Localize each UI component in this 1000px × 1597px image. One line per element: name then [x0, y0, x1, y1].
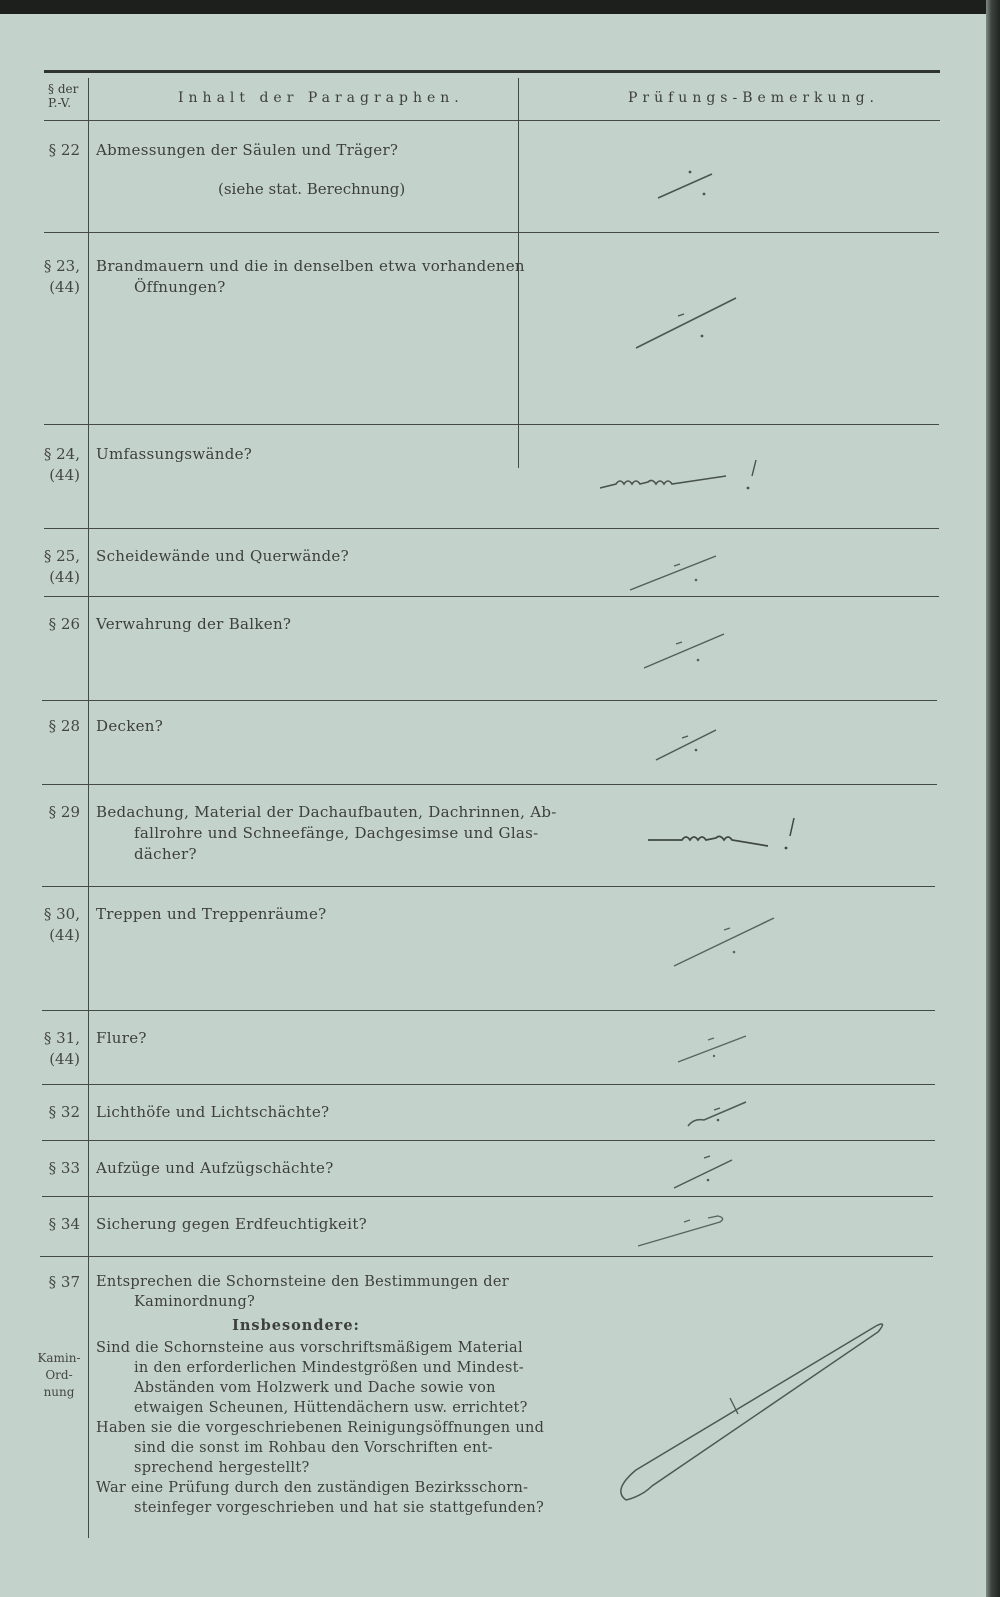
row-separator — [44, 232, 939, 233]
row-text: Umfassungswände? — [96, 445, 253, 463]
paragraph-number: § 34 — [48, 1215, 80, 1233]
paragraph-number: § 33 — [48, 1159, 80, 1177]
paragraph-number: § 25, (44) — [43, 547, 80, 586]
row-text: Flure? — [96, 1029, 147, 1047]
handwritten-rein-mark — [644, 814, 804, 864]
kamin-ordnung-label: Kamin- Ord- nung — [37, 1351, 81, 1399]
pencil-check-mark — [632, 294, 742, 354]
header-remark-col: Prüfungs-Bemerkung. — [628, 90, 879, 106]
paragraph-number: § 37 — [48, 1273, 80, 1291]
pencil-check-mark — [654, 164, 724, 204]
paragraph-number: § 22 — [48, 141, 80, 159]
handwritten-rein-mark — [596, 454, 766, 504]
paragraph-number: § 23, (44) — [43, 257, 80, 296]
row-text: Treppen und Treppenräume? — [96, 905, 327, 923]
row-text: Verwahrung der Balken? — [96, 615, 292, 633]
pencil-check-mark — [670, 912, 780, 972]
row-separator — [44, 424, 939, 425]
pencil-check-mark — [634, 1208, 734, 1252]
header-content-col: Inhalt der Paragraphen. — [178, 90, 464, 106]
top-rule — [44, 70, 940, 73]
header-col1-line2: P.-V. — [48, 96, 72, 110]
row-text: Abmessungen der Säulen und Träger? — [96, 141, 399, 159]
row-text: Sicherung gegen Erdfeuchtigkeit? — [96, 1215, 367, 1233]
paragraph-number: § 28 — [48, 717, 80, 735]
row-separator — [42, 1140, 935, 1141]
row-separator — [42, 700, 937, 701]
row-separator — [44, 528, 939, 529]
paragraph-number: § 26 — [48, 615, 80, 633]
paragraph-number: § 32 — [48, 1103, 80, 1121]
insbesondere-heading: Insbesondere: — [232, 1317, 360, 1334]
pencil-check-mark — [684, 1096, 754, 1136]
row-text: Brandmauern und die in denselben etwa vorhandenen Öffnungen? — [96, 257, 525, 296]
row-separator — [42, 1084, 935, 1085]
pencil-long-check-mark — [612, 1318, 902, 1518]
paragraph-number: § 31, (44) — [43, 1029, 80, 1068]
pencil-check-mark — [674, 1028, 754, 1068]
row-separator — [42, 784, 937, 785]
row-text: Scheidewände und Querwände? — [96, 547, 349, 565]
binding-edge — [986, 0, 1000, 1597]
pencil-check-mark — [640, 630, 730, 674]
column-divider-1 — [88, 78, 89, 1538]
paragraph-number: § 24, (44) — [43, 445, 80, 484]
row-subtext: (siehe stat. Berechnung) — [218, 180, 406, 198]
row-text: Decken? — [96, 717, 164, 735]
paragraph-number: § 29 — [48, 803, 80, 821]
row-text-kaminordnung: Entsprechen die Schornsteine den Bestimmungen der Kaminordnung? Insbesondere: Sind die Schornsteine aus vorschriftsmäßigem Material in den erforderlichen Mindestgrößen und Mindest- Abständen vom Holzwerk und Dache sowie von etwaigen Scheunen, Hüttendächern usw. errichtet? Haben sie die vorgeschriebenen Reinigungsöffnungen und sind die sonst im Rohbau den Vorschriften ent- sprechend hergestellt? War eine Prüfung durch den zuständigen Bezirksschorn- steinfeger vorgeschrieben und hat sie stattgefunden? — [96, 1274, 545, 1516]
row-separator — [44, 596, 939, 597]
row-separator — [42, 1010, 935, 1011]
pencil-check-mark — [626, 552, 726, 596]
pencil-check-mark — [670, 1152, 740, 1192]
row-separator — [40, 1256, 933, 1257]
header-paragraph-col — [48, 82, 78, 110]
row-separator — [42, 1196, 933, 1197]
row-text: Lichthöfe und Lichtschächte? — [96, 1103, 330, 1121]
header-col1-line1: § der — [48, 82, 79, 96]
document-page — [0, 14, 986, 1597]
row-separator — [42, 886, 935, 887]
row-text: Aufzüge und Aufzügschächte? — [96, 1159, 334, 1177]
row-text: Bedachung, Material der Dachaufbauten, Dachrinnen, Ab- fallrohre und Schneefänge, Dachgesimse und Glas- dächer? — [96, 803, 557, 863]
pencil-check-mark — [652, 726, 722, 766]
paragraph-number: § 30, (44) — [43, 905, 80, 944]
header-rule — [44, 120, 940, 121]
